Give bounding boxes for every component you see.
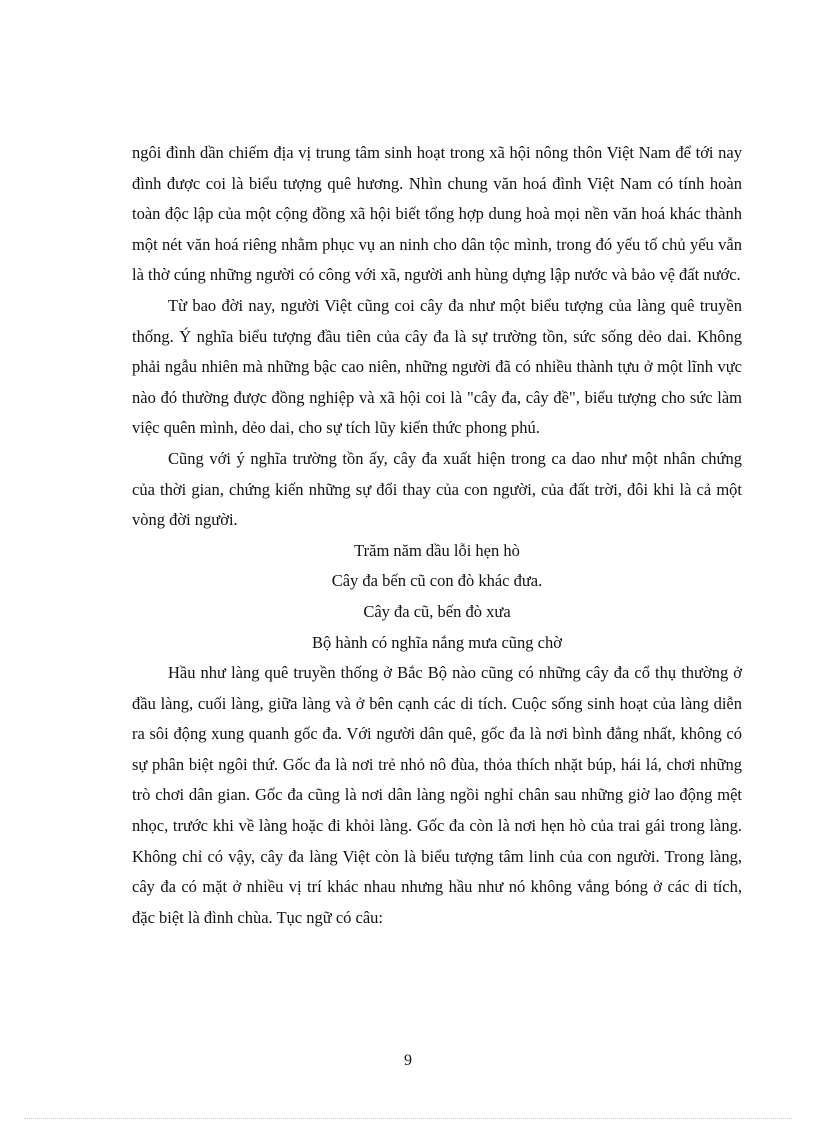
paragraph-cay-da-ca-dao: Cũng với ý nghĩa trường tồn ấy, cây đa xuất hiện trong ca dao như một nhân chứng của thời gian, chứng kiến những sự đổi thay của con người, của đất trời, đôi khi là cả một vòng đời người.: [132, 448, 742, 530]
poem-line: Trăm năm dầu lỗi hẹn hò: [354, 540, 520, 560]
poem-line: Cây đa bến cũ con đò khác đưa.: [331, 571, 543, 591]
poem-line: Bộ hành có nghĩa nắng mưa cũng chờ: [312, 632, 562, 652]
page-bottom-divider: [24, 1118, 792, 1119]
paragraph-cay-da-symbol: Từ bao đời nay, người Việt cũng coi cây đa như một biểu tượng của làng quê truyền thống. Ý nghĩa biểu tượng đầu tiên của cây đa là sự trường tồn, sức sống dẻo dai. Không phải ngẫu nhiên mà những bậc cao niên, những người đã có nhiều thành tựu ở một lĩnh vực nào đó thường được đồng nghiệp và xã hội coi là "cây đa, cây đề", biểu tượng cho sức làm việc quên mình, dẻo dai, cho sự tích lũy kiến thức phong phú.: [132, 295, 742, 438]
poem-line: Cây đa cũ, bến đò xưa: [363, 601, 511, 621]
paragraph-continuation: ngôi đình dần chiếm địa vị trung tâm sinh hoạt trong xã hội nông thôn Việt Nam để tới nay đình được coi là biểu tượng quê hương. Nhìn chung văn hoá đình Việt Nam có tính hoàn toàn độc lập của một cộng đồng xã hội biết tổng hợp dung hoà mọi nền văn hoá khác thành một nét văn hoá riêng nhằm phục vụ an ninh cho dân tộc mình, trong đó yếu tố chủ yếu vẫn là thờ cúng những người có công với xã, người anh hùng dựng lập nước và bảo vệ đất nước.: [132, 143, 742, 285]
paragraph-village-life: Hầu như làng quê truyền thống ở Bắc Bộ nào cũng có những cây đa cổ thụ thường ở đầu làng, cuối làng, giữa làng và ở bên cạnh các di tích. Cuộc sống sinh hoạt của làng diễn ra sôi động xung quanh gốc đa. Với người dân quê, gốc đa là nơi bình đẳng nhất, không có sự phân biệt ngôi thứ. Gốc đa là nơi trẻ nhỏ nô đùa, thỏa thích nhặt búp, hái lá, chơi những trò chơi dân gian. Gốc đa cũng là nơi dân làng ngồi nghỉ chân sau những giờ lao động mệt nhọc, trước khi về làng hoặc đi khỏi làng. Gốc đa còn là nơi hẹn hò của trai gái trong làng. Không chỉ có vậy, cây đa làng Việt còn là biểu tượng tâm linh của con người. Trong làng, cây đa có mặt ở nhiều vị trí khác nhau nhưng hầu như nó không vắng bóng ở các di tích, đặc biệt là đình chùa. Tục ngữ có câu:: [132, 663, 742, 927]
folk-poem: [132, 536, 742, 658]
page-body: [132, 138, 742, 933]
page-number: 9: [404, 1052, 412, 1069]
